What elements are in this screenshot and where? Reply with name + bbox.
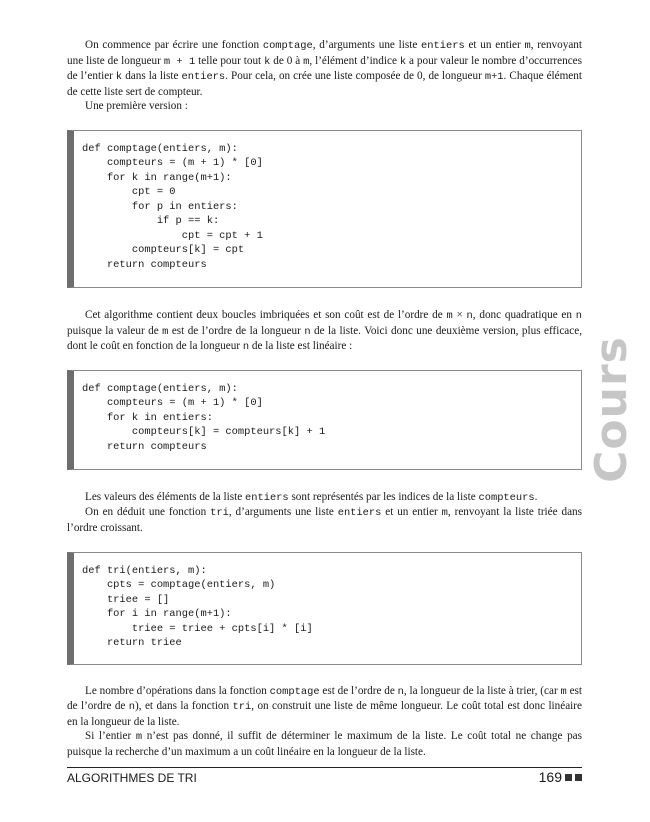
side-tab-label: Cours	[585, 335, 637, 483]
footer-section-title: ALGORITHMES DE TRI	[67, 771, 197, 785]
square-bullet-icon	[575, 774, 582, 781]
page-content	[67, 38, 582, 760]
values-paragraph: Les valeurs des éléments de la liste entiers sont représentés par les indices de la liste compteurs.	[85, 490, 538, 504]
code-tri: def tri(entiers, m): cpts = comptage(entiers, m) triee = [] for i in range(m+1): triee = triee + cpts[i] * [i] return triee	[82, 564, 313, 650]
code-block-tri	[67, 552, 582, 665]
side-tab	[585, 335, 637, 483]
page-number: 169	[538, 769, 562, 785]
code-comptage-v2: def comptage(entiers, m): compteurs = (m + 1) * [0] for k in entiers: compteurs[k] = compteurs[k] + 1 return compteurs	[82, 382, 326, 453]
square-bullet-icon	[565, 774, 572, 781]
first-version-label: Une première version :	[85, 100, 188, 113]
tri-intro-paragraph: On en déduit une fonction tri, d’arguments une liste entiers et un entier m, renvoyant la liste triée dans l’ordre croissant.	[67, 506, 582, 534]
complexity-paragraph: Cet algorithme contient deux boucles imbriquées et son coût est de l’ordre de m × n, donc quadratique en n puisque la valeur de m est de l’ordre de la longueur n de la liste. Voici donc une deuxième version, plus efficace, dont le coût en fonction de la longueur n de la liste est linéaire :	[67, 308, 583, 354]
footer-page-info	[539, 769, 582, 785]
intro-paragraph: On commence par écrire une fonction comptage, d’arguments une liste entiers et un entier m, renvoyant une liste de longueur m + 1 telle pour tout k de 0 à m, l’élément d’indice k a pour valeur le nombre d’occurrences de l’entier k dans la liste entiers. Pour cela, on crée une liste composée de 0, de longueur m+1. Chaque élément de cette liste sert de compteur.	[67, 39, 582, 98]
code-comptage-v1: def comptage(entiers, m): compteurs = (m + 1) * [0] for k in range(m+1): cpt = 0 for p in entiers: if p == k: cpt = cpt + 1 compteurs[k] = cpt return compteurs	[82, 142, 263, 271]
maximum-paragraph: Si l’entier m n’est pas donné, il suffit de déterminer le maximum de la liste. Le coût total ne change pas puisque la recherche d’un maximum a un coût linéaire en la longueur de la liste.	[67, 730, 582, 758]
page-footer	[67, 767, 582, 785]
operations-paragraph: Le nombre d’opérations dans la fonction comptage est de l’ordre de n, la longueur de la liste à trier, (car m est de l’ordre de n), et dans la fonction tri, on construit une liste de même longueur. Le coût total est donc linéaire en la longueur de la liste.	[67, 684, 582, 728]
code-block-comptage-v1	[67, 130, 582, 288]
code-block-comptage-v2	[67, 370, 582, 470]
